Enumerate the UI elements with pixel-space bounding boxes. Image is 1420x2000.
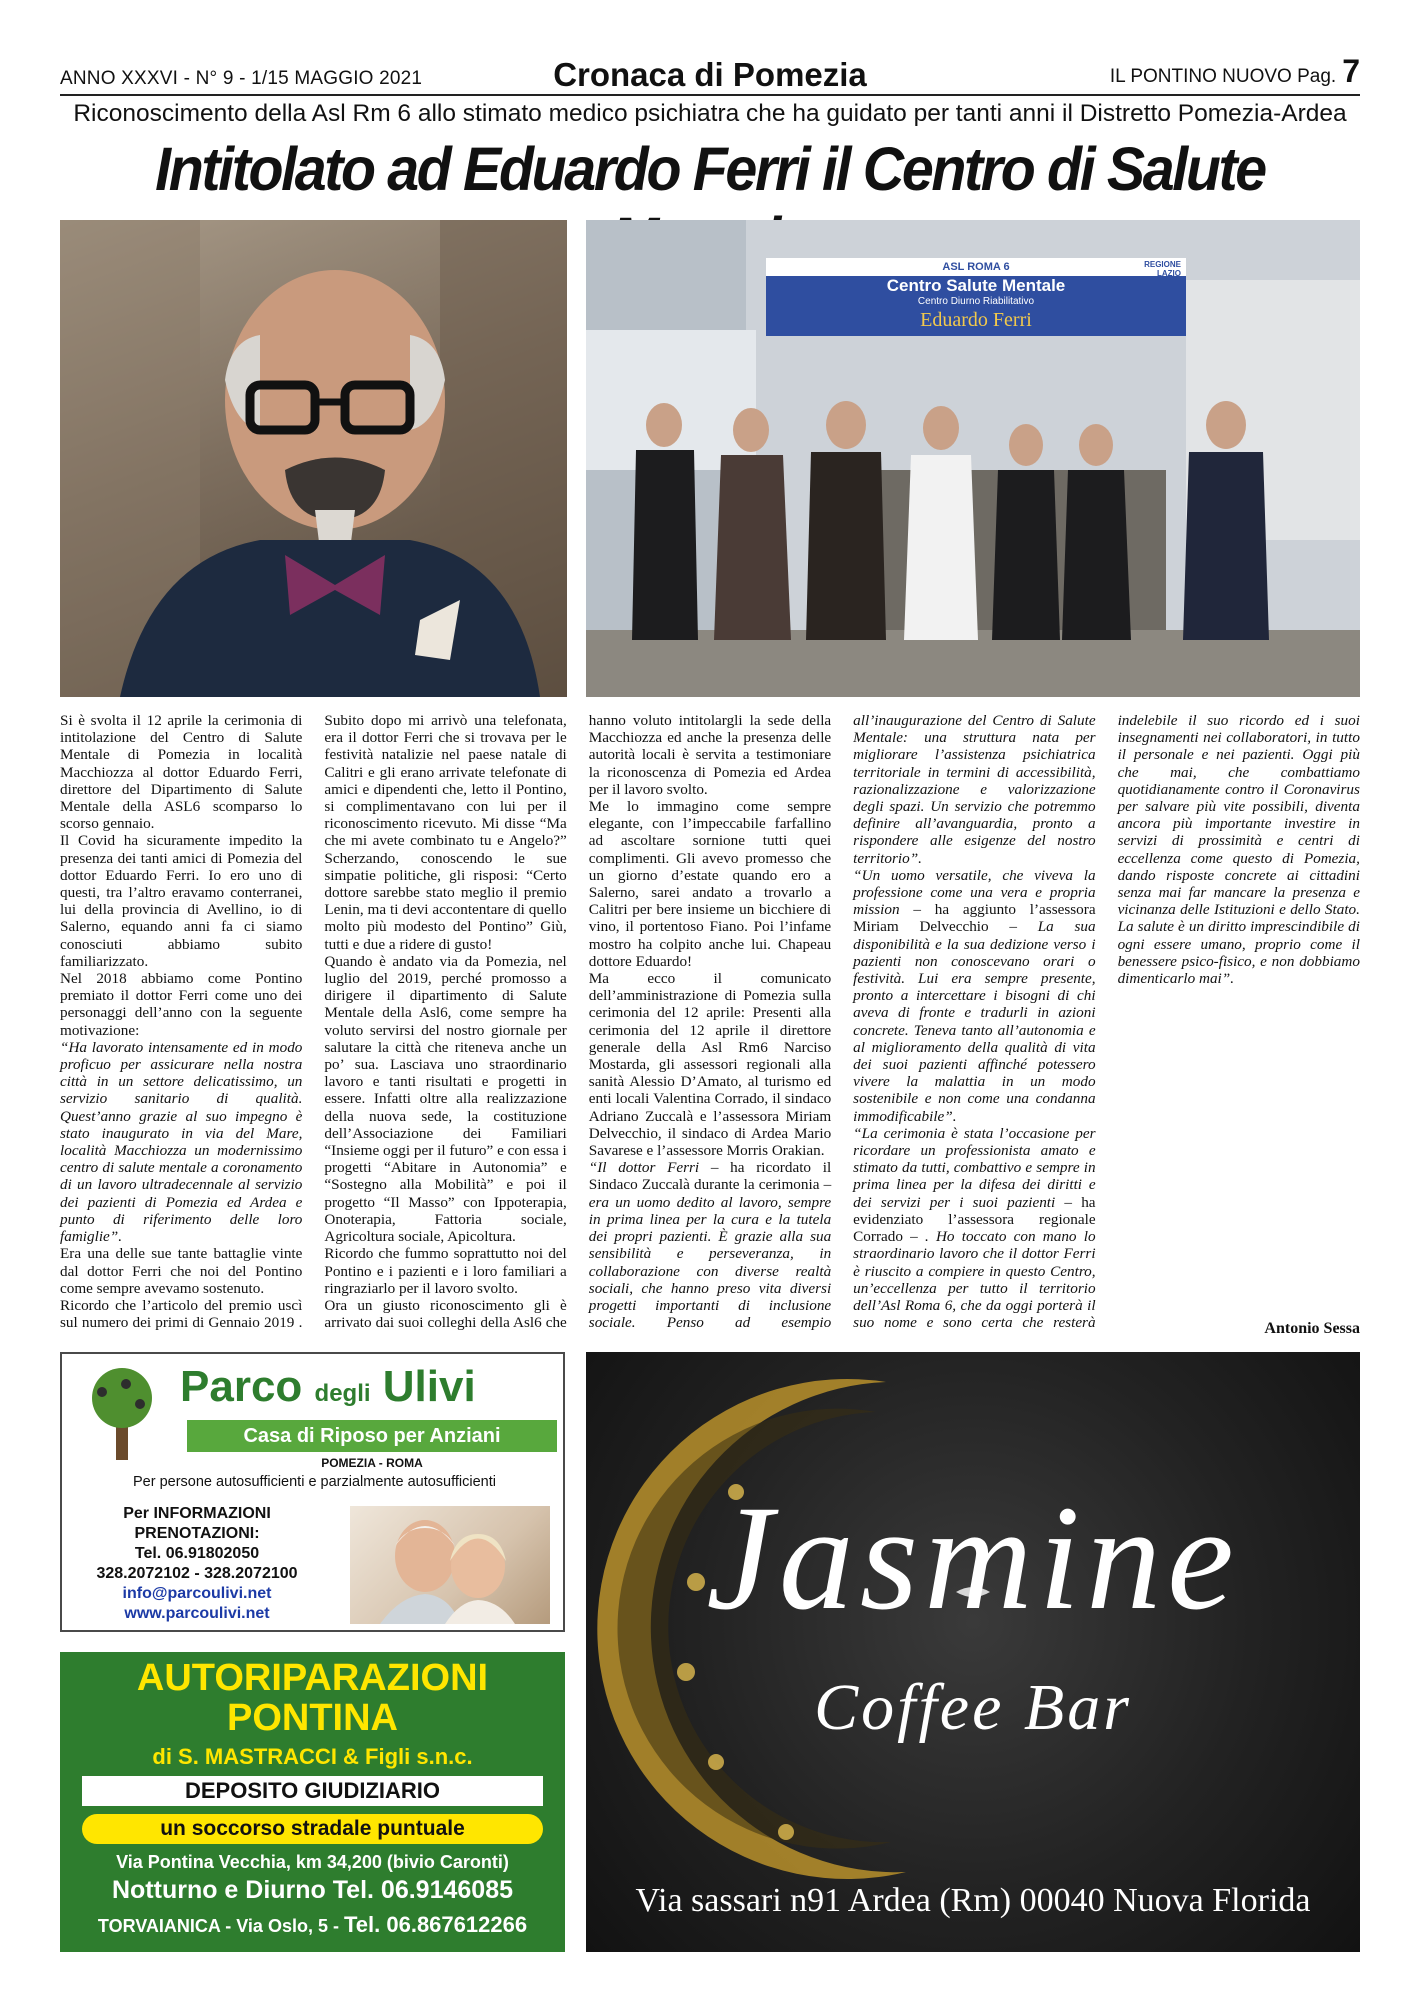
parco-elderly-couple-photo (350, 1506, 550, 1624)
quote-attribution: – ha evidenziato l’assessora regionale Corrado – (853, 1193, 1096, 1246)
section-title: Cronaca di Pomezia (553, 56, 867, 93)
parco-info-label: Per INFORMAZIONI PRENOTAZIONI: (123, 1505, 271, 1542)
article-kicker: Riconoscimento della Asl Rm 6 allo stimato medico psichiatra che ha guidato per tanti anni il Distretto Pomezia-Ardea (73, 100, 1347, 127)
quote-part: . Ho toccato con mano lo straordinario lavoro che il dottor Ferri è riuscito a compiere in questo Centro, un’eccellenza per tutto il territorio dell’Asl Roma 6, che da oggi porterà il suo nome e sono certa che resterà indelebile il suo ricordo ed i suoi insegnamenti nei collaboratori, in tutto il personale e nei pazienti. Oggi più che mai, che combattiamo quotidianamente contro il Coronavirus per salvare più vite possibili, diventa ancora più importante investire in servizi di prossimità e centri di eccellenza come questo di Pomezia, dando risposte concrete ai cittadini senza mai far mancare la presenza e vicinanza delle Istituzioni e dello Stato. La salute è un diritto imprescindibile di ogni essere umano, proprio come il benessere psico-fisico, e non dobbiamo dimenticarlo mai”. (853, 712, 1360, 1332)
quote-part: “Un uomo versatile, che viveva la professione come una vera e propria mission (853, 866, 1096, 919)
article-headline: Intitolato ad Eduardo Ferri il Centro di Salute (155, 135, 1265, 203)
ad-jasmine-coffee-bar[interactable] (586, 1352, 1360, 1952)
auto-title-line2: PONTINA (227, 1697, 398, 1739)
article-paragraph: Ricordo che l’articolo del premio uscì sul numero dei primi di Gennaio 2019 . Subito dopo mi arrivò una telefonata, era il dottor Ferri che si trovava per le festività natalizie nel paese natale di Calitri e gli erano arrivate telefonate di amici e dipendenti che, letto il Pontino, si complimentavano con lui per il riconoscimento ricevuto. Mi disse “Ma che mi avete combinato tu e Angelo?” Scherzando, conoscendo le sue simpatie politiche, gli risposi: “Certo dottore sarebbe stato meglio il premio Lenin, ma ti devi accontentare di quello molto più modesto del Pontino” Giù, tutti e due a ridere di gusto! (60, 712, 567, 1332)
ad-autoriparazioni-pontina[interactable] (60, 1652, 565, 1952)
auto-torvaianica-tel: Tel. 06.867612266 (343, 1912, 528, 1937)
sign-subtitle: Centro Diurno Riabilitativo (917, 296, 1035, 307)
page-number: 7 (1342, 53, 1360, 89)
auto-owner: di S. MASTRACCI & Figli s.n.c. (152, 1744, 473, 1769)
sign-asl: ASL ROMA 6 (942, 261, 1010, 273)
parco-description: Per persone autosufficienti e parzialmente autosufficienti (133, 1474, 496, 1490)
auto-title (62, 1658, 563, 1738)
jasmine-title: Jasmine (706, 1475, 1240, 1641)
sign-region: REGIONE LAZIO (1144, 260, 1181, 278)
portrait-photo (60, 220, 567, 697)
article-paragraph: Ricordo che fummo soprattutto noi del Pontino e i pazienti e i loro familiari a ringraziarlo per il lavoro svolto. (324, 1245, 567, 1297)
jasmine-address: Via sassari n91 Ardea (Rm) 00040 Nuova Florida (635, 1882, 1311, 1919)
parco-website[interactable]: www.parcoulivi.net (124, 1605, 270, 1622)
article-paragraph: Me lo immagino come sempre elegante, con l’impeccabile farfallino ad ascoltare sornione tutti quei complimenti. Gli avevo promesso che un giorno d’estate quando ero a Salerno, sarei andato a trovarlo a Calitri per bere insieme un bicchiere di vino, il portentoso Fiano. Poi l’infame mostro ha colpito anche lui. Chapeau dottore Eduardo! (588, 798, 832, 970)
elderly-couple-illustration (350, 1506, 550, 1624)
parco-contacts (72, 1504, 322, 1624)
quote-part: era un uomo dedito al lavoro, sempre in prima linea per la cura e la tutela dei propri pazienti. È grazie alla sua sensibilità e perseveranza, in collaborazione con diverse realtà sociali, che hanno preso vita diversi progetti importanti di inclusione sociale. Penso ad esempio all’inaugurazione del Centro di Salute Mentale: una struttura nata per migliorare l’assistenza psichiatrica territoriale in termini di accessibilità, razionalizzazione e valorizzazione degli spazi. Un servizio che potremmo definire all’avanguardia, pronto a rispondere alle esigenze del nostro territorio”. (588, 712, 1096, 1332)
auto-torvaianica (62, 1912, 563, 1938)
parco-title (180, 1362, 476, 1412)
article-paragraph: Il Covid ha sicuramente impedito la presenza dei tanti amici di Pomezia del dottor Eduardo Ferri. Io ero uno di questi, tra l’altro eravamo conterranei, lui della provincia di Avellino, io di Salerno, equando anni fa ci siamo conosciuti abbiamo subito familiarizzato. (60, 832, 303, 970)
sign-title: Centro Salute Mentale (886, 276, 1066, 295)
auto-address: Via Pontina Vecchia, km 34,200 (bivio Caronti) (116, 1852, 509, 1872)
parco-title-a: Parco (180, 1362, 303, 1411)
article-paragraph: Ma ecco il comunicato dell’amministrazione di Pomezia sulla cerimonia del 12 aprile: Presenti alla cerimonia del 12 aprile il direttore generale della Asl Rm6 Narciso Mostarda, gli assessori regionali alla sanità Alessio D’Amato, al turismo ed enti locali Valentina Corrado, il sindaco Adriano Zuccalà e l’assessora Miriam Delvecchio, il sindaco di Ardea Mario Savarese e l’assessore Morris Orakian. (588, 970, 832, 1160)
crescent-ornament-icon (586, 1352, 1360, 1952)
auto-phone: Notturno e Diurno Tel. 06.9146085 (111, 1876, 514, 1904)
quote-attribution: – ha ricordato il Sindaco Zuccalà durante la cerimonia – (588, 1159, 832, 1194)
auto-deposito: DEPOSITO GIUDIZIARIO (82, 1776, 543, 1806)
parco-city: POMEZIA - ROMA (321, 1456, 423, 1470)
quote-part: “Il dottor Ferri (588, 1159, 700, 1177)
parco-email[interactable]: info@parcoulivi.net (122, 1585, 272, 1602)
masthead (60, 53, 1360, 96)
article-quote: “Ha lavorato intensamente ed in modo proficuo per assicurare nella nostra città in un settore delicatissimo, un servizio sanitario di qualità. Quest’anno grazie al suo impegno è stato inaugurato in via del Mare, località Macchiozza un modernissimo centro di salute mentale a coronamento di un lavoro ultradecennale al servizio dei pazienti di Pomezia ed Ardea e punto di riferimento delle loro famiglie”. (60, 1038, 303, 1246)
parco-title-c: Ulivi (382, 1362, 476, 1411)
article-paragraph: Quando è andato via da Pomezia, nel luglio del 2019, perché promosso a dirigere il dipartimento di Salute Mentale della Asl6, come sempre ha voluto servirsi del nostro giornale per salutare la città che riteneva anche un po’ sua. Lasciava uno straordinario lavoro e tanti risultati e progetti in essere. Infatti oltre alla realizzazione della nuova sede, la costituzione dell’Associazione dei Familiari “Insieme oggi per il futuro” e con essa i progetti “Abitare in Autonomia” e “Sostegno alla Mobilità” e poi il progetto “Il Masso” con Ippoterapia, Onoterapia, Fattoria sociale, Agricoltura sociale, Apicoltura. (324, 952, 567, 1246)
article-paragraph: Si è svolta il 12 aprile la cerimonia di intitolazione del Centro di Salute Mentale di Pomezia in località Macchiozza al dottor Eduardo Ferri, direttore del Dipartimento di Salute Mentale della ASL6 scomparso lo scorso gennaio. (60, 712, 303, 833)
publication-name: IL PONTINO NUOVO Pag. (1109, 66, 1337, 87)
quote-attribution: – ha aggiunto l’assessora Miriam Delvecchio – (853, 901, 1096, 936)
olive-tree-icon (72, 1362, 172, 1462)
article-author: Antonio Sessa (1264, 1320, 1360, 1337)
article-quote-delvecchio (853, 867, 1095, 1125)
publication-page (1110, 53, 1360, 90)
portrait-illustration (60, 220, 567, 697)
article-paragraph: Era una delle sue tante battaglie vinte dal dottor Ferri che noi del Pontino come sempre avevamo sostenuto. (60, 1245, 303, 1297)
parco-title-b: degli (314, 1380, 371, 1407)
ceremony-photo (586, 220, 1360, 697)
parco-subtitle: Casa di Riposo per Anziani (187, 1420, 557, 1452)
auto-title-line1: AUTORIPARAZIONI (136, 1657, 489, 1699)
article-paragraph: Ora un giusto riconoscimento gli è arrivato dai suoi colleghi della Asl6 che hanno voluto intitolargli la sede della Macchiozza ed anche la presenza delle autorità locali è servita a testimoniare la riconoscenza di Pomezia ed Ardea per il lavoro svolto. (324, 712, 832, 1332)
parco-mobiles: 328.2072102 - 328.2072100 (96, 1565, 298, 1582)
auto-torvaianica-address: TORVAIANICA - Via Oslo, 5 - (97, 1916, 339, 1936)
article-paragraph: Nel 2018 abbiamo come Pontino premiato il dottor Ferri come uno dei personaggi dell’anno con la seguente motivazione: (60, 970, 303, 1039)
ad-parco-degli-ulivi[interactable] (60, 1352, 565, 1632)
parco-tel: Tel. 06.91802050 (134, 1545, 260, 1562)
quote-part: “La cerimonia è stata l’occasione per ricordare un professionista amato e stimato da tutti, combattivo e sempre in prima linea per la difesa dei diritti e dei servizi per i suoi pazienti (853, 1124, 1096, 1211)
quote-part: La sua disponibilità e la sua dedizione verso i pazienti non conoscevano orari o festività. Lui era sempre presente, pronto a intercettare i bisogni di chi aveva di fronte e tradurli in azioni concrete. Teneva tanto all’autonomia e al miglioramento della qualità di vita dei suoi pazienti affinché potessero vivere la malattia in un modo sostenibile e non come una condanna immodificabile”. (853, 918, 1096, 1125)
jasmine-subtitle: Coffee Bar (814, 1671, 1132, 1744)
sign-name: Eduardo Ferri (920, 309, 1032, 331)
issue-info: ANNO XXXVI - N° 9 - 1/15 MAGGIO 2021 (60, 68, 423, 89)
auto-soccorso-badge: un soccorso stradale puntuale (82, 1814, 543, 1844)
article-body (60, 712, 1360, 1332)
